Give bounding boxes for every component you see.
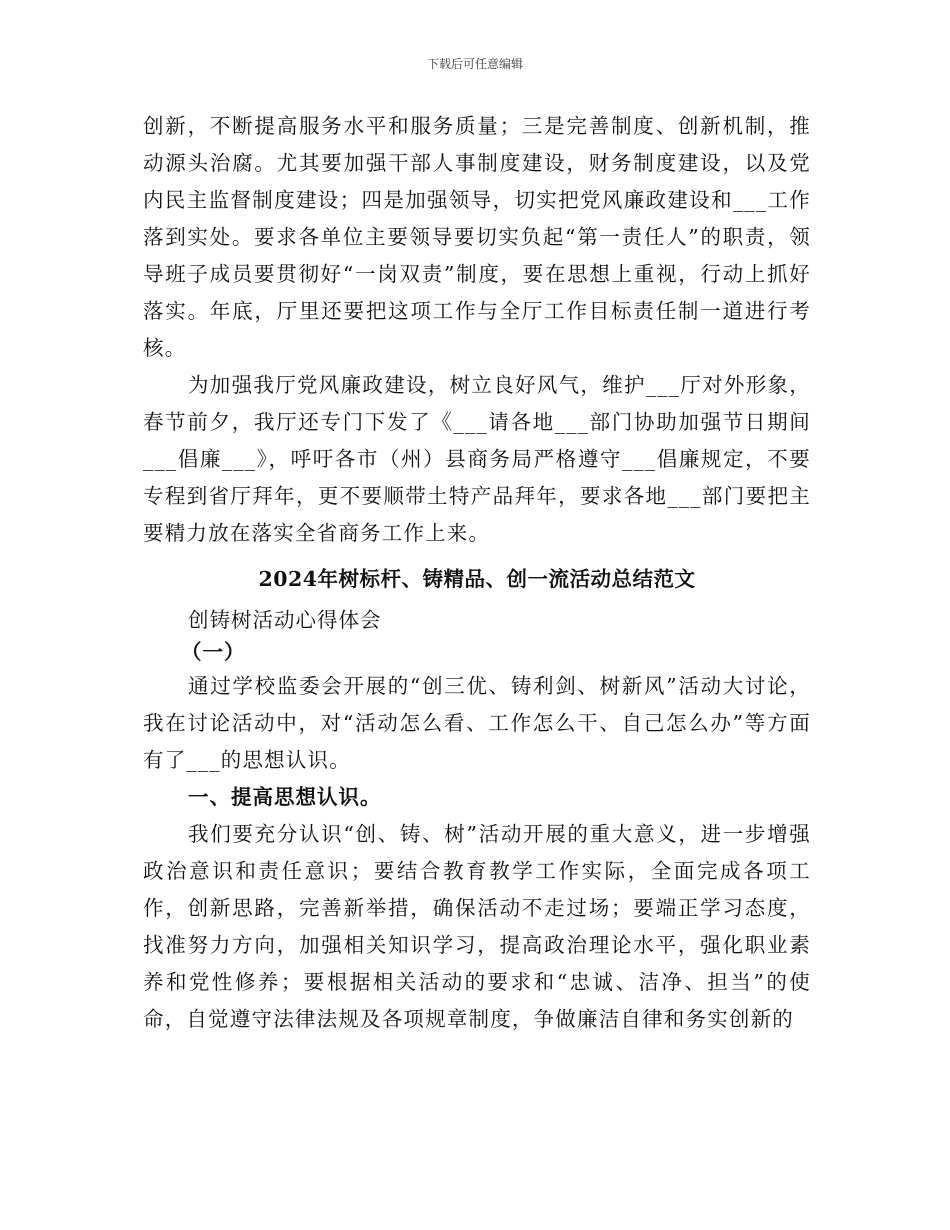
part-label: （一） (181, 640, 246, 664)
subtitle: 创铸树活动心得体会 (188, 608, 382, 632)
body-paragraph: 我们要充分认识“创、铸、树”活动开展的重大意义，进一步增强政治意识和责任意识；要结合教育教学工作实际，全面完成各项工作，创新思路，完善新举措，确保活动不走过场；要端正学习态度，找准努力方向，加强相关知识学习，提高政治理论水平，强化职业素养和党性修养；要根据相关活动的要求和“忠诚、洁净、担当”的使命，自觉遵守法律法规及各项规章制度，争做廉洁自律和务实创新的 (143, 822, 811, 1031)
heading-1: 一、提高思想认识。 (188, 785, 382, 809)
paragraph-continuation: 创新，不断提高服务水平和服务质量；三是完善制度、创新机制，推动源头治腐。尤其要加强干部人事制度建设，财务制度建设，以及党内民主监督制度建设；四是加强领导，切实把党风廉政建设和___工作落到实处。要求各单位主要领导要切实负起“第一责任人”的职责，领导班子成员要贯彻好“一岗双责”制度，要在思想上重视，行动上抓好落实。年底，厅里还要把这项工作与全厅工作目标责任制一道进行考核。 (143, 114, 811, 360)
page-header: 下载后可任意编辑 (426, 57, 523, 71)
document-body (143, 108, 811, 1038)
intro-paragraph: 通过学校监委会开展的“创三优、铸利剑、树新风”活动大讨论，我在讨论活动中，对“活动怎么看、工作怎么干、自己怎么办”等方面有了___的思想认识。 (143, 674, 811, 772)
paragraph-festival-notice: 为加强我厅党风廉政建设，树立良好风气，维护___厅对外形象，春节前夕，我厅还专门下发了《___请各地___部门协助加强节日期间___倡廉___》，呼吁各市（州）县商务局严格遵守___倡廉规定，不要专程到省厅拜年，更不要顺带土特产品拜年，要求各地___部门要把主要精力放在落实全省商务工作上来。 (143, 373, 811, 545)
section-title: 2024年树标杆、铸精品、创一流活动总结范文 (258, 567, 696, 591)
